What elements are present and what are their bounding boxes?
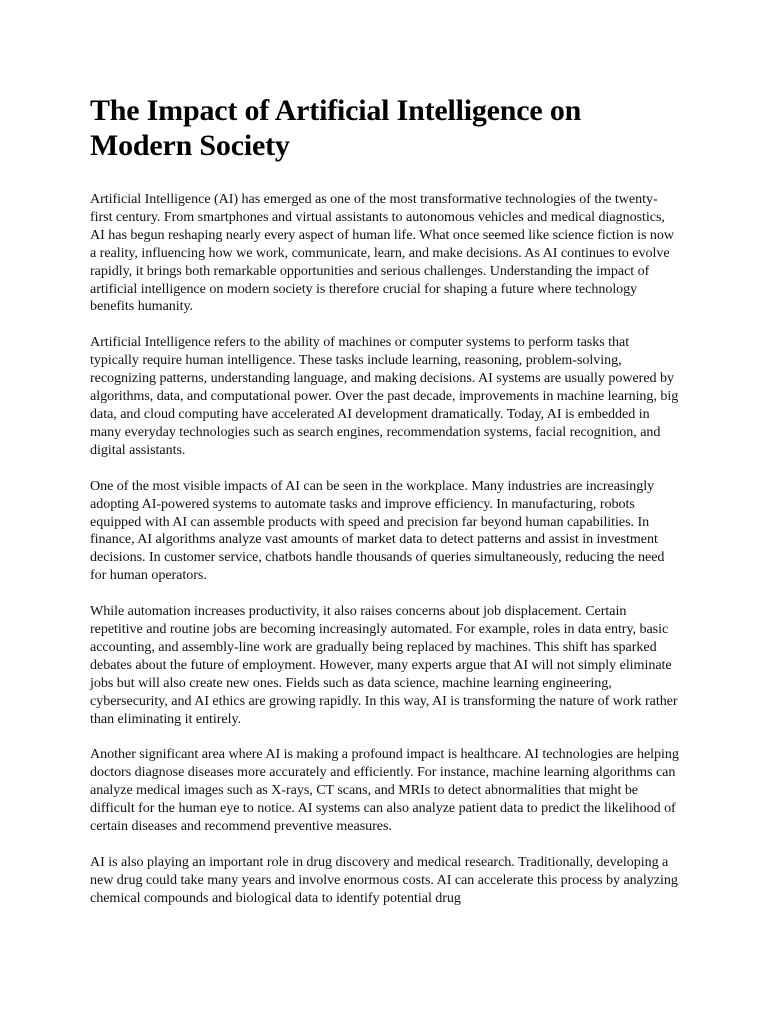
document-title: The Impact of Artificial Intelligence on Modern Society (90, 94, 582, 162)
paragraph-job-displacement: While automation increases productivity, it also raises concerns about job displacement. Certain repetitive and routine jobs are becoming increasingly automated. For example, roles in data entry, basic accounting, and assembly-line work are gradually being replaced by machines. This shift has sparked debates about the future of employment. However, many experts argue that AI will not simply eliminate jobs but will also create new ones. Fields such as data science, machine learning engineering, cybersecurity, and AI ethics are growing rapidly. In this way, AI is transforming the nature of work rather than eliminating it entirely. (90, 603, 678, 727)
paragraph-introduction: Artificial Intelligence (AI) has emerged as one of the most transformative technologies of the twenty-first century. From smartphones and virtual assistants to autonomous vehicles and medical diagnostics, AI has begun reshaping nearly every aspect of human life. What once seemed like science fiction is now a reality, influencing how we work, communicate, learn, and make decisions. As AI continues to evolve rapidly, it brings both remarkable opportunities and serious challenges. Understanding the impact of artificial intelligence on modern society is therefore crucial for shaping a future where technology benefits humanity. (90, 191, 675, 315)
paragraph-workplace: One of the most visible impacts of AI can be seen in the workplace. Many industries are increasingly adopting AI-powered systems to automate tasks and improve efficiency. In manufacturing, robots equipped with AI can assemble products with speed and precision far beyond human capabilities. In finance, AI algorithms analyze vast amounts of market data to detect patterns and assist in investment decisions. In customer service, chatbots handle thousands of queries simultaneously, reducing the need for human operators. (90, 477, 665, 584)
paragraph-healthcare: Another significant area where AI is making a profound impact is healthcare. AI technologies are helping doctors diagnose diseases more accurately and efficiently. For instance, machine learning algorithms can analyze medical images such as X-rays, CT scans, and MRIs to detect abnormalities that might be difficult for the human eye to notice. AI systems can also analyze patient data to predict the likelihood of certain diseases and recommend preventive measures. (90, 746, 679, 835)
paragraph-drug-discovery: AI is also playing an important role in drug discovery and medical research. Traditionally, developing a new drug could take many years and involve enormous costs. AI can accelerate this process by analyzing chemical compounds and biological data to identify potential drug (90, 854, 678, 906)
document-page (90, 93, 680, 926)
paragraph-definition: Artificial Intelligence refers to the ability of machines or computer systems to perform tasks that typically require human intelligence. These tasks include learning, reasoning, problem-solving, recognizing patterns, understanding language, and making decisions. AI systems are usually powered by algorithms, data, and computational power. Over the past decade, improvements in machine learning, big data, and cloud computing have accelerated AI development dramatically. Today, AI is embedded in many everyday technologies such as search engines, recommendation systems, facial recognition, and digital assistants. (90, 334, 679, 458)
